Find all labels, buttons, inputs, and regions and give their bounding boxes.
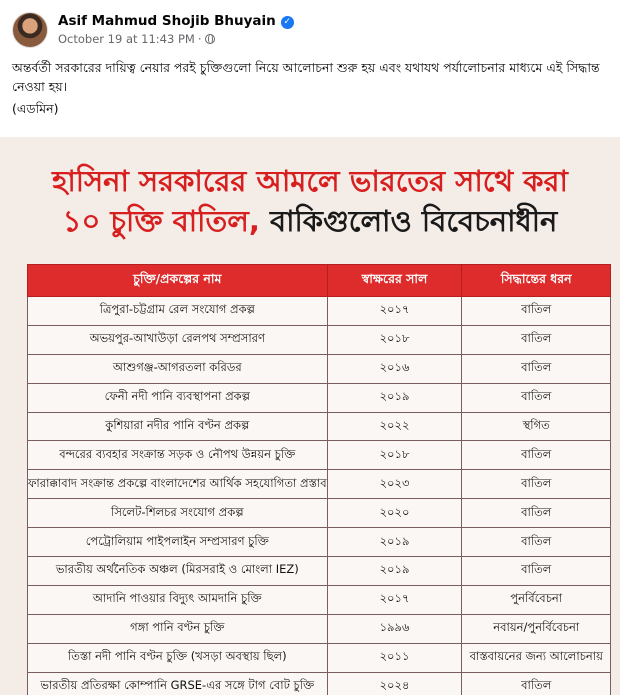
avatar[interactable] (12, 12, 48, 48)
cell-signing-year: ২০২৩ (327, 470, 462, 499)
headline-line-2-dark: বাকিগুলোও বিবেচনাধীন (259, 204, 558, 238)
cell-signing-year: ২০১১ (327, 643, 462, 672)
table-header-row (28, 265, 611, 297)
cell-deal-name: আশুগঞ্জ-আগরতলা করিডর (28, 354, 328, 383)
meta-separator: · (197, 32, 202, 46)
cell-decision-type: নবায়ন/পুনর্বিবেচনা (462, 614, 611, 643)
headline-line-2-red: ১০ চুক্তি বাতিল, (62, 204, 260, 238)
cell-decision-type: বাতিল (462, 528, 611, 557)
cell-decision-type: স্থগিত (462, 412, 611, 441)
table-row (28, 325, 611, 354)
post-caption (12, 58, 608, 121)
cell-decision-type: বাতিল (462, 441, 611, 470)
cell-deal-name: তিস্তা নদী পানি বণ্টন চুক্তি (খসড়া অবস্থায় ছিল) (28, 643, 328, 672)
header-deal-name: চুক্তি/প্রকল্পের নাম (28, 265, 328, 297)
cell-deal-name: বন্দরের ব্যবহার সংক্রান্ত সড়ক ও নৌপথ উন্নয়ন চুক্তি (28, 441, 328, 470)
post-timestamp[interactable]: October 19 at 11:43 PM (58, 32, 195, 46)
cell-decision-type: বাতিল (462, 297, 611, 326)
graphic-headline (0, 161, 620, 241)
caption-line-1: অন্তর্বর্তী সরকারের দায়িত্ব নেয়ার পরই চুক্তিগুলো নিয়ে আলোচনা শুরু হয় এবং যথাযথ পর্যালোচনার মাধ্যমে এই সিদ্ধান্ত নেওয়া হয়। (12, 60, 600, 94)
table-row (28, 585, 611, 614)
post-image[interactable] (0, 137, 620, 695)
cell-signing-year: ২০১৮ (327, 441, 462, 470)
header-signing-year: স্বাক্ষরের সাল (327, 265, 462, 297)
cell-decision-type: বাতিল (462, 354, 611, 383)
table-body (28, 297, 611, 695)
cell-decision-type: বাস্তবায়নের জন্য আলোচনায় (462, 643, 611, 672)
cell-signing-year: ২০১৬ (327, 354, 462, 383)
cell-signing-year: ২০১৯ (327, 557, 462, 586)
table-row (28, 557, 611, 586)
table-row (28, 470, 611, 499)
cell-deal-name: পেট্রোলিয়াম পাইপলাইন সম্প্রসারণ চুক্তি (28, 528, 328, 557)
author-line (58, 13, 294, 29)
headline-line-1: হাসিনা সরকারের আমলে ভারতের সাথে করা (52, 164, 568, 198)
cell-deal-name: গঙ্গা পানি বণ্টন চুক্তি (28, 614, 328, 643)
cell-signing-year: ২০১৯ (327, 383, 462, 412)
table-row (28, 297, 611, 326)
verified-badge-icon: ✓ (281, 16, 294, 29)
cell-signing-year: ২০১৮ (327, 325, 462, 354)
header-decision-type: সিদ্ধান্তের ধরন (462, 265, 611, 297)
cell-decision-type: বাতিল (462, 672, 611, 695)
cell-deal-name: সিলেট-শিলচর সংযোগ প্রকল্প (28, 499, 328, 528)
post-meta (58, 32, 215, 46)
cell-deal-name: আদানি পাওয়ার বিদ্যুৎ আমদানি চুক্তি (28, 585, 328, 614)
cell-decision-type: বাতিল (462, 325, 611, 354)
table-row (28, 672, 611, 695)
cell-decision-type: পুনর্বিবেচনা (462, 585, 611, 614)
table-row (28, 441, 611, 470)
caption-line-2: (এডমিন) (12, 101, 59, 116)
table-row (28, 499, 611, 528)
cell-decision-type: বাতিল (462, 557, 611, 586)
cell-deal-name: ফেনী নদী পানি ব্যবস্থাপনা প্রকল্প (28, 383, 328, 412)
table-row (28, 528, 611, 557)
author-name[interactable]: Asif Mahmud Shojib Bhuyain (58, 13, 276, 29)
cell-signing-year: ২০২০ (327, 499, 462, 528)
cell-deal-name: কুশিয়ারা নদীর পানি বণ্টন প্রকল্প (28, 412, 328, 441)
cell-decision-type: বাতিল (462, 383, 611, 412)
cell-signing-year: ২০১৯ (327, 528, 462, 557)
cell-decision-type: বাতিল (462, 499, 611, 528)
cell-deal-name: ভারতীয় প্রতিরক্ষা কোম্পানি GRSE-এর সঙ্গে টাগ বোট চুক্তি (28, 672, 328, 695)
cell-deal-name: ত্রিপুরা-চট্টগ্রাম রেল সংযোগ প্রকল্প (28, 297, 328, 326)
cell-signing-year: ১৯৯৬ (327, 614, 462, 643)
cell-signing-year: ২০২২ (327, 412, 462, 441)
cell-deal-name: ফারাক্কাবাদ সংক্রান্ত প্রকল্পে বাংলাদেশের আর্থিক সহযোগিতা প্রস্তাব (28, 470, 328, 499)
table-row (28, 383, 611, 412)
table-row (28, 614, 611, 643)
globe-icon[interactable] (205, 34, 215, 44)
cell-signing-year: ২০২৪ (327, 672, 462, 695)
post-header (12, 10, 608, 50)
table-row (28, 412, 611, 441)
table-row (28, 354, 611, 383)
table-row (28, 643, 611, 672)
cell-signing-year: ২০১৭ (327, 297, 462, 326)
cell-decision-type: বাতিল (462, 470, 611, 499)
deals-table (27, 264, 611, 695)
cell-deal-name: ভারতীয় অর্থনৈতিক অঞ্চল (মিরসরাই ও মোংলা IEZ) (28, 557, 328, 586)
cell-deal-name: অভয়পুর-আখাউড়া রেলপথ সম্প্রসারণ (28, 325, 328, 354)
cell-signing-year: ২০১৭ (327, 585, 462, 614)
headline-line-2 (0, 201, 620, 241)
